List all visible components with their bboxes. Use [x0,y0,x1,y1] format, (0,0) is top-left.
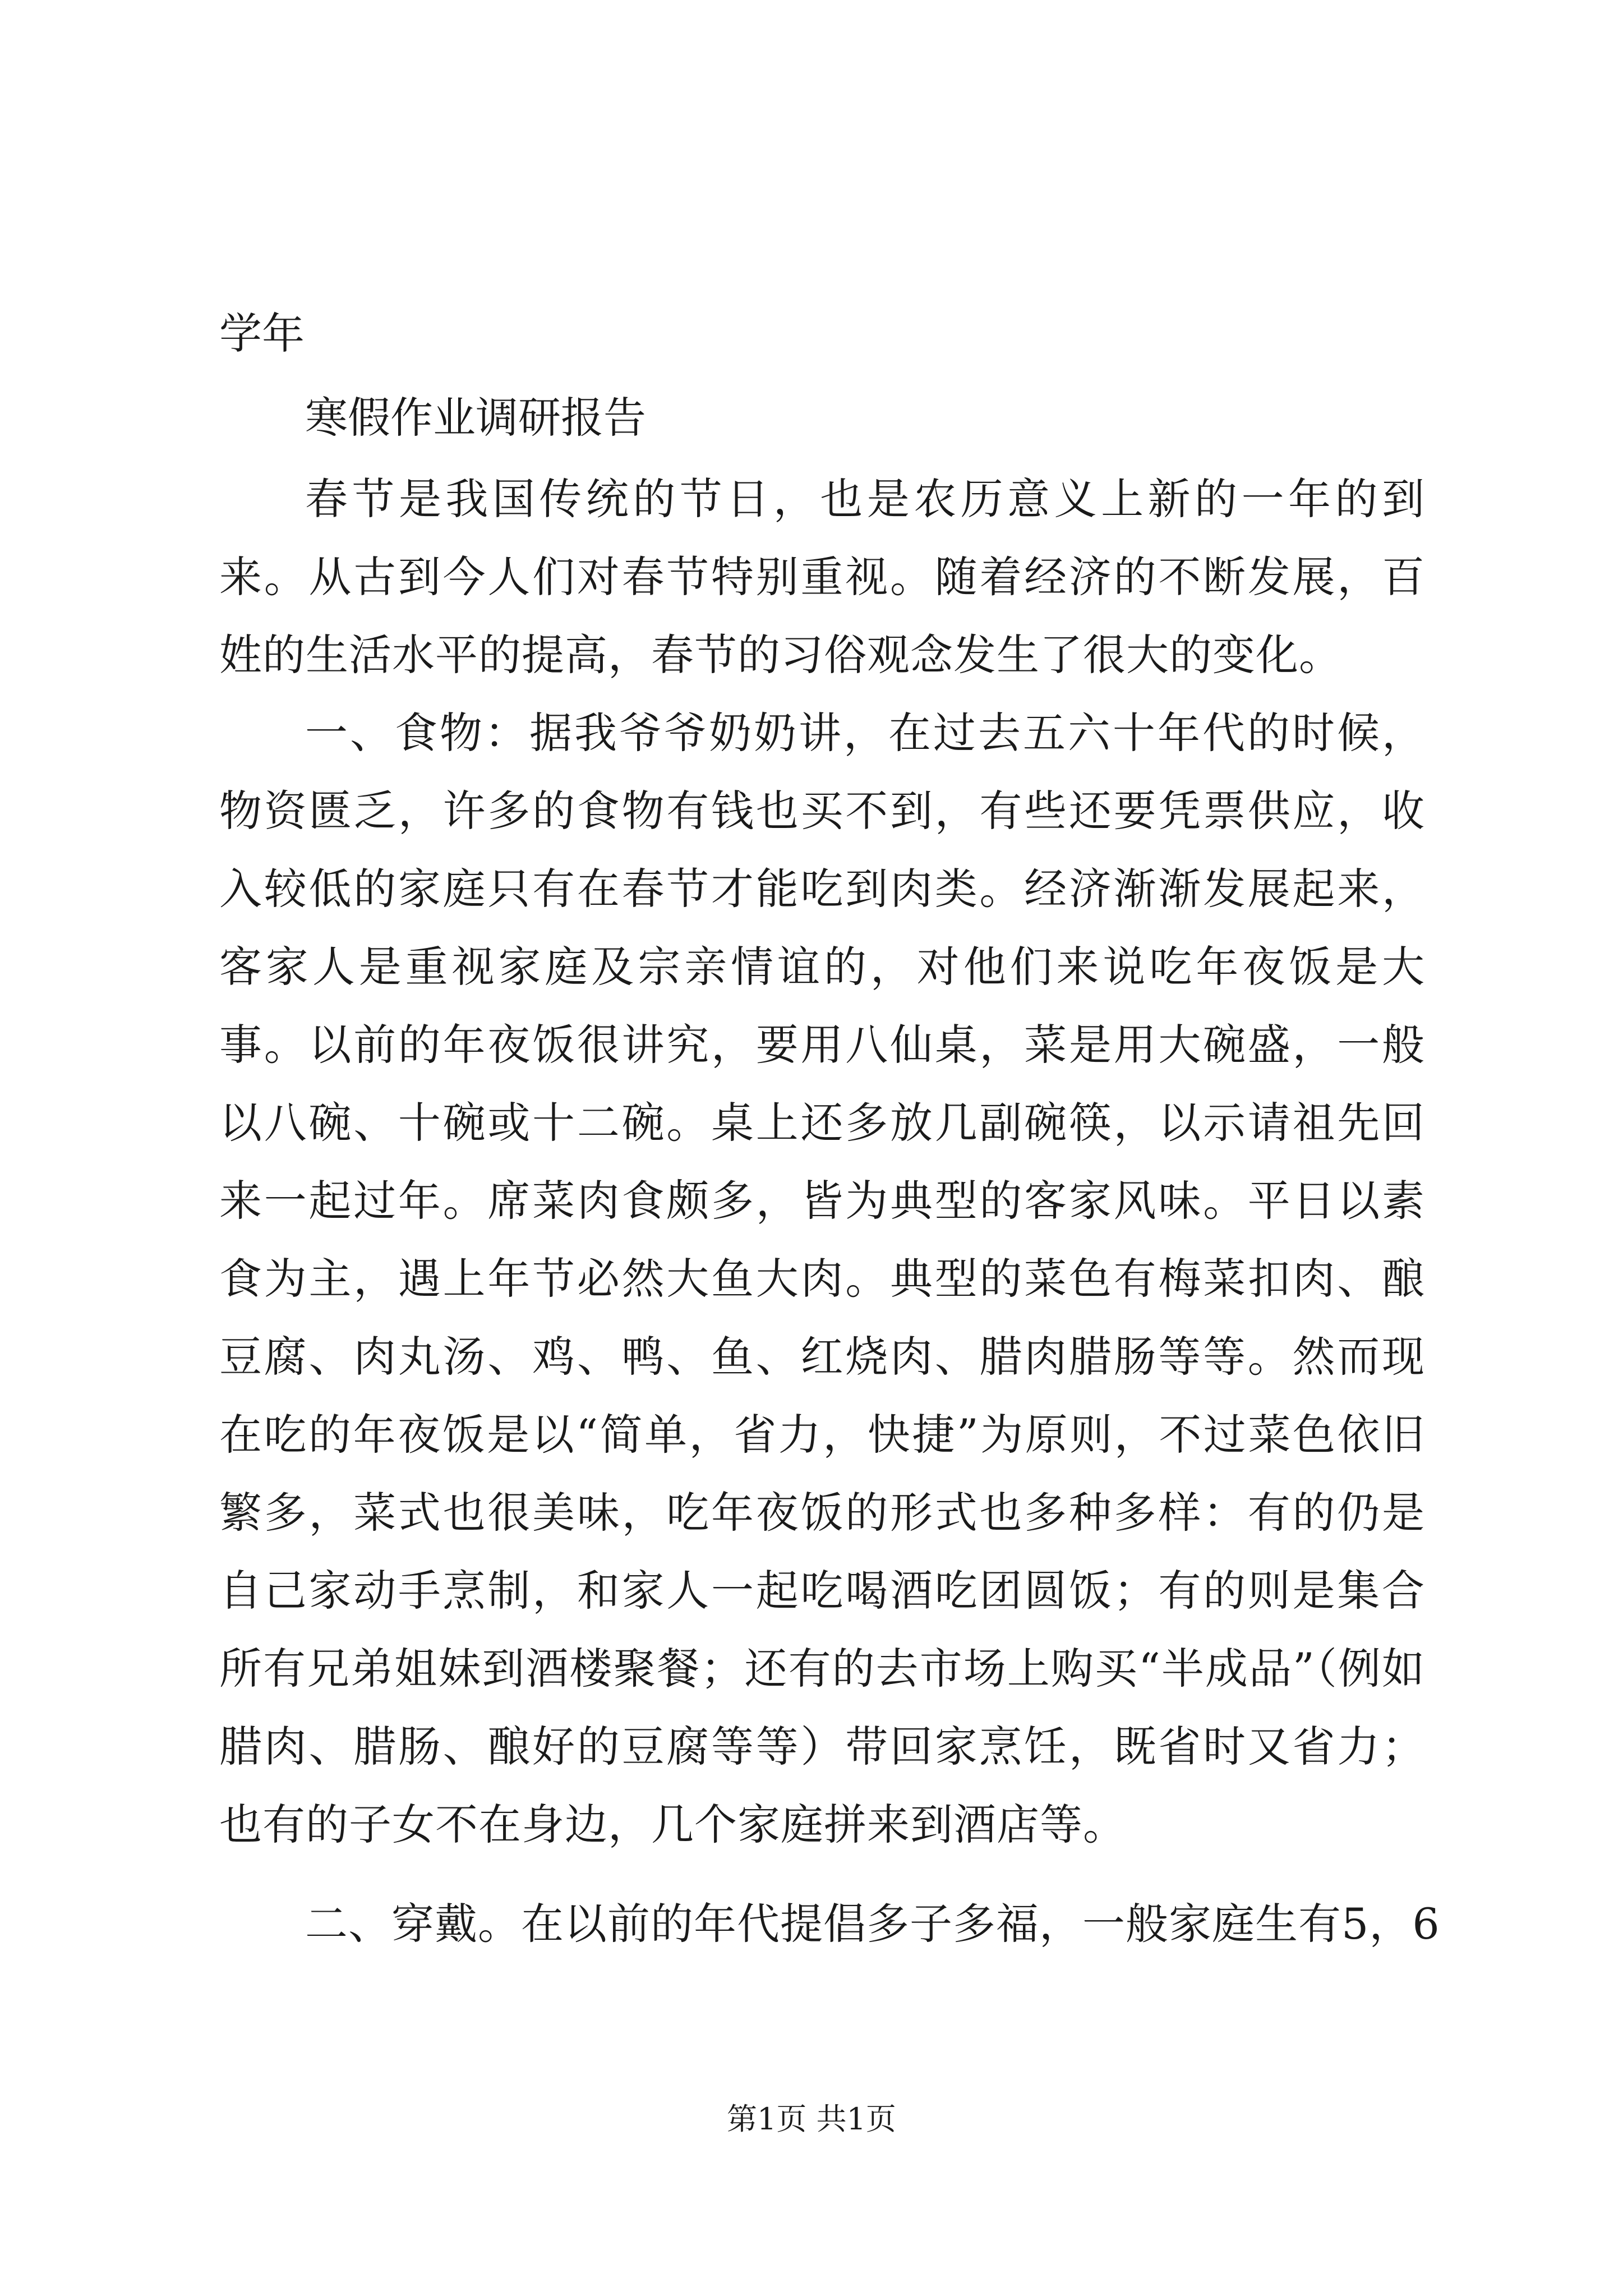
intro-paragraph: 春节是我国传统的节日，也是农历意义上新的一年的到来。从古到今人们对春节特别重视。随着经济的不断发展，百姓的生活水平的提高，春节的习俗观念发生了很大的变化。 [219,474,1425,680]
clothing-paragraph: 二、穿戴。在以前的年代提倡多子多福，一般家庭生有5，6 [305,1899,1440,1949]
report-title: 寒假作业调研报告 [305,393,646,443]
title-year: 学年 [219,309,305,358]
document-body [219,292,1440,1963]
food-paragraph: 一、食物：据我爷爷奶奶讲，在过去五六十年代的时候，物资匮乏，许多的食物有钱也买不到，有些还要凭票供应，收入较低的家庭只有在春节才能吃到肉类。经济渐渐发展起来，客家人是重视家庭及宗亲情谊的，对他们来说吃年夜饭是大事。以前的年夜饭很讲究，要用八仙桌，菜是用大碗盛，一般以八碗、十碗或十二碗。桌上还多放几副碗筷，以示请祖先回来一起过年。席菜肉食颇多，皆为典型的客家风味。平日以素食为主，遇上年节必然大鱼大肉。典型的菜色有梅菜扣肉、酿豆腐、肉丸汤、鸡、鸭、鱼、红烧肉、腊肉腊肠等等。然而现在吃的年夜饭是以“简单，省力，快捷”为原则，不过菜色依旧繁多，菜式也很美味，吃年夜饭的形式也多种多样：有的仍是自己家动手烹制，和家人一起吃喝酒吃团圆饭；有的则是集合所有兄弟姐妹到酒楼聚餐；还有的去市场上购买“半成品”（例如腊肉、腊肠、酿好的豆腐等等）带回家烹饪，既省时又省力；也有的子女不在身边，几个家庭拼来到酒店等。 [219,708,1425,1849]
page-footer: 第1页 共1页 [727,2101,896,2137]
